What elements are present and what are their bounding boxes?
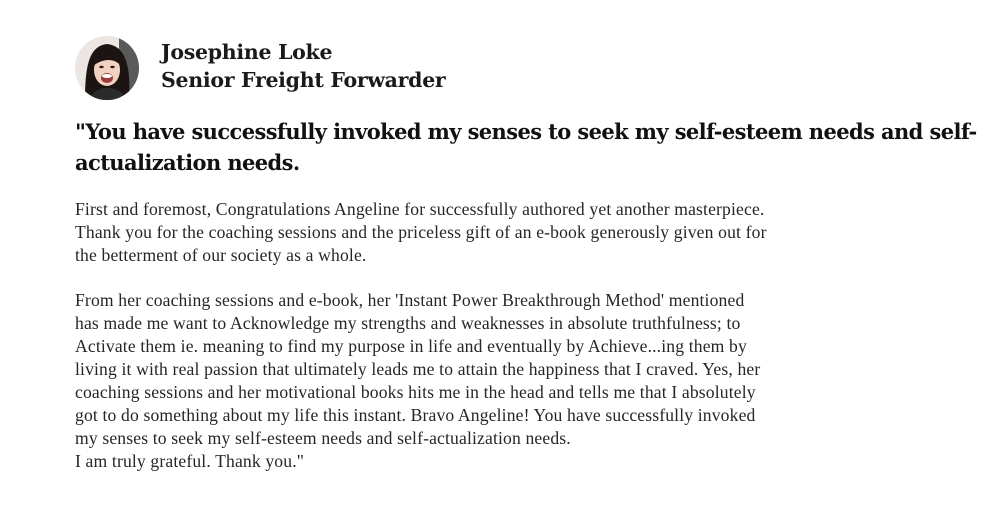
reviewer-name: Josephine Loke (161, 40, 333, 64)
reviewer-avatar (75, 36, 139, 100)
headline-line: actualization needs. (75, 150, 300, 175)
paragraph-line: First and foremost, Congratulations Angeline for successfully authored yet another masterpiece. (75, 199, 765, 219)
testimonial-paragraph-2 (75, 289, 955, 473)
testimonial-headline (75, 116, 977, 178)
paragraph-line: I am truly grateful. Thank you." (75, 451, 305, 471)
paragraph-line: the betterment of our society as a whole. (75, 245, 367, 265)
paragraph-line: Thank you for the coaching sessions and the priceless gift of an e-book generously given out for (75, 222, 767, 242)
headline-line: "You have successfully invoked my senses to seek my self-esteem needs and self- (75, 119, 977, 144)
reviewer-photo-icon (75, 36, 139, 100)
testimonial-paragraph-1 (75, 198, 955, 267)
reviewer-role: Senior Freight Forwarder (161, 68, 446, 92)
paragraph-line: living it with real passion that ultimately leads me to attain the happiness that I craved. Yes, her (75, 359, 761, 379)
paragraph-line: coaching sessions and her motivational books hits me in the head and tells me that I absolutely (75, 382, 756, 402)
paragraph-line: has made me want to Acknowledge my strengths and weaknesses in absolute truthfulness; to (75, 313, 741, 333)
paragraph-line: got to do something about my life this instant. Bravo Angeline! You have successfully invoked (75, 405, 756, 425)
paragraph-line: From her coaching sessions and e-book, her 'Instant Power Breakthrough Method' mentioned (75, 290, 745, 310)
paragraph-line: my senses to seek my self-esteem needs and self-actualization needs. (75, 428, 571, 448)
paragraph-line: Activate them ie. meaning to find my purpose in life and eventually by Achieve...ing them by (75, 336, 747, 356)
